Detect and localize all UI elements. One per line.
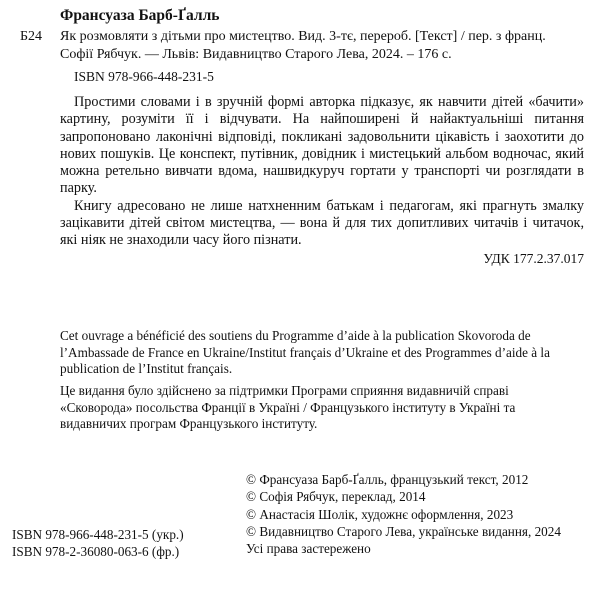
copyright-line: © Франсуаза Барб-Ґалль, французький текст, 2012 [246,472,529,487]
support-note-french: Cet ouvrage a bénéficié des soutiens du Programme d’aide à la publication Skovoroda de l’Ambassade de France en Ukraine/Institut français d’Ukraine et des Programmes d’aide à la publication de l’Institut français. [60,328,550,377]
copyright-line: © Софія Рябчук, переклад, 2014 [246,489,426,505]
catalog-code: Б24 [20,29,43,44]
udk-code: УДК 177.2.37.017 [483,251,584,266]
support-note-ukrainian: Це видання було здійснено за підтримки Програми сприяння видавничій справі «Сковорода» посольства Франції в Україні / Французького інституту в Україні та видавничих програм Французького інституту. [60,383,516,432]
annotation-paragraph: Книгу адресовано не лише натхненним батькам і педагогам, які прагнуть змалку зацікавити дітей світом мистецтва, — вона й для тих допитливих читачів і читачок, які ніяк не знаходили часу його пізнати. [60,197,584,249]
rights-reserved: Усі права застережено [246,541,371,557]
bibliographic-line-2: Софії Рябчук. — Львів: Видавництво Старого Лева, 2024. – 176 с. [60,47,452,62]
annotation [60,94,584,250]
bibliographic-line-1: Як розмовляти з дітьми про мистецтво. Вид. 3-тє, перероб. [Текст] / пер. з франц. [60,29,546,44]
copyright-block [246,471,561,557]
isbn-main: ISBN 978-966-448-231-5 [74,69,214,84]
bibliographic-description [60,28,590,64]
author-name: Франсуаза Барб-Ґалль [60,7,220,24]
isbn-ukrainian: ISBN 978-966-448-231-5 (укр.) [12,527,184,542]
isbn-list [12,527,184,560]
isbn-french: ISBN 978-2-36080-063-6 (фр.) [12,543,180,559]
annotation-paragraph: Простими словами і в зручній формі авторка підказує, як навчити дітей «бачити» картину, розуміти її і відчувати. На найпоширені й найактуальніші питання запропоновано лаконічні відповіді, покликані задовольнити цікавість і заохотити до нових пошуків. Це конспект, путівник, довідник і мистецький альбом водночас, який можна ретельно вивчати вдома, нашвидкуруч гортати у транспорті чи розглядати в парку. [60,94,584,197]
copyright-line: © Видавництво Старого Лева, українське видання, 2024 [246,523,561,539]
copyright-line: © Анастасія Шолік, художнє оформлення, 2023 [246,506,514,522]
